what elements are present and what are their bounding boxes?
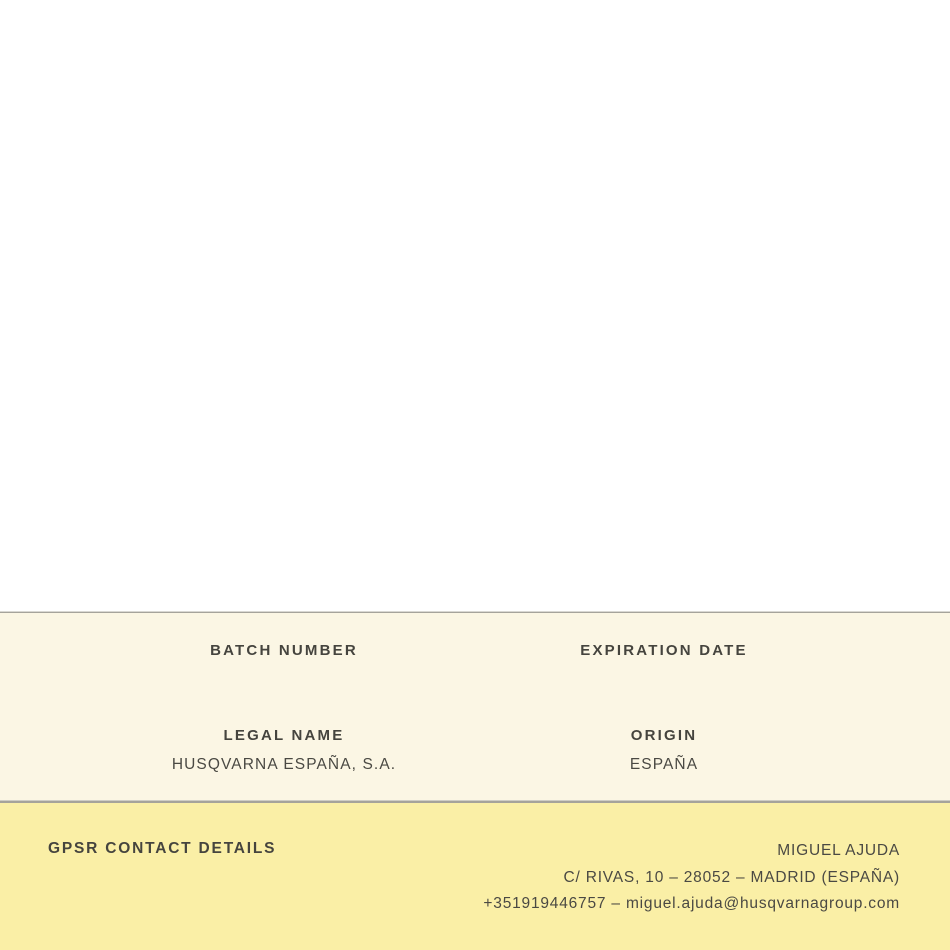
field-origin [630, 727, 698, 774]
expiration-date-label: EXPIRATION DATE [580, 642, 748, 659]
product-info-section [0, 613, 950, 800]
legal-name-label: LEGAL NAME [223, 727, 345, 744]
field-batch-number [210, 642, 358, 659]
gpsr-contact-section [0, 803, 950, 950]
gpsr-heading: GPSR CONTACT DETAILS [48, 840, 277, 857]
gpsr-contact-phone-email: +351919446757 – miguel.ajuda@husqvarnagroup.com [483, 895, 900, 912]
field-expiration-date [580, 642, 747, 659]
batch-number-label: BATCH NUMBER [210, 642, 358, 659]
origin-label: ORIGIN [630, 727, 698, 744]
field-legal-name [172, 727, 396, 774]
origin-value: ESPAÑA [629, 756, 699, 773]
legal-name-value: HUSQVARNA ESPAÑA, S.A. [171, 756, 397, 773]
gpsr-contact-address: C/ RIVAS, 10 – 28052 – MADRID (ESPAÑA) [563, 868, 900, 886]
gpsr-contact-block [483, 838, 900, 918]
gpsr-contact-name: MIGUEL AJUDA [777, 842, 900, 859]
